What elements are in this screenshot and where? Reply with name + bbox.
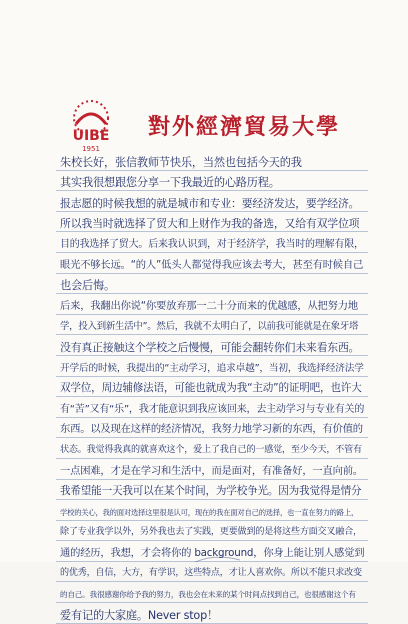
- letter-line: [56, 603, 368, 624]
- letter-line: [56, 459, 368, 480]
- letter-line-text: 其实我很想跟您分享一下我最近的心路历程。: [60, 176, 280, 190]
- letter-line-text: 学校的关心，我的面对选择这里很是认可，现在的我在面对自己的选择，也一直在努力的路上，: [60, 507, 359, 517]
- letter-line: [56, 335, 368, 356]
- letter-line: [56, 212, 368, 233]
- letter-line-text: 眼光不够长远。“的人”低头人都觉得我应该去考大，甚至有时候自己: [60, 258, 364, 271]
- letter-line-text: 有“苦”又有“乐”，我才能意识到我应该回来，去主动学习与专业有关的: [60, 403, 365, 415]
- letter-line-text: 后来，我翻出你说“你要放弃那一二十分而来的优越感，从把努力地: [60, 299, 358, 312]
- letter-line-text: 朱校长好，张信教师节快乐，当然也包括今天的我: [60, 155, 302, 169]
- letter-line-text: 除了专业我学以外，另外我也去了实践，更要做到的是将这些方面交叉融合，: [60, 527, 362, 538]
- letter-line: [56, 150, 368, 171]
- university-logo: [62, 96, 120, 154]
- letter-line: [56, 274, 368, 295]
- letter-line-text: 也会后悔。: [60, 279, 115, 293]
- letter-line: [56, 562, 368, 583]
- letter-line: [56, 397, 368, 418]
- logo-year: 1951: [82, 145, 100, 153]
- letter-line-text: 报志愿的时候我想的就是城市和专业：要经济发达，要学经济。: [60, 196, 360, 210]
- letter-line-text: 我希望能一天我可以在某个时间，为学校争光。因为我觉得是情分: [60, 485, 362, 498]
- letter-line: [56, 315, 368, 336]
- university-name: 對外經濟貿易大學: [148, 114, 341, 140]
- letter-line: [56, 541, 368, 562]
- letter-line: [56, 480, 368, 501]
- letter-line-text: 学，投入到新生活中”。然后，我就不太明白了，以前我可能就是在象牙塔: [60, 321, 359, 333]
- letterhead: [62, 96, 362, 156]
- letter-line-text: 没有真正接触这个学校之后慢慢，可能会翻转你们未来看东西。: [60, 340, 360, 354]
- letter-line: [56, 253, 368, 274]
- logo-text: UIBE: [72, 128, 110, 144]
- letter-line: [56, 171, 368, 192]
- letter-line: [56, 356, 368, 377]
- letter-line-text: 爱有记的大家庭。Never stop！: [60, 608, 218, 622]
- letter-line-text: 状态。我觉得我真的就喜欢这个，爱上了我自己的一感觉，至少今天，不管有: [60, 444, 362, 455]
- letter-line-text: 一点困难，才是在学习和生活中，而是面对，有准备好，一直向前。: [60, 464, 363, 477]
- letter-line: [56, 582, 368, 603]
- letter-body: [56, 150, 368, 624]
- letter-line-text: 通的经历，我想，才会将你的 background，你身上能让别人感觉到: [60, 546, 365, 559]
- letter-line-text: 的自己。我很感谢你给予我的努力，我也会在未来的某个时间点找到自己，也很感谢这个有: [60, 590, 356, 600]
- letter-line-text: 所以我当时就选择了贸大和上财作为我的备选，又给有双学位项: [60, 217, 360, 231]
- letter-line: [56, 232, 368, 253]
- letter-line: [56, 438, 368, 459]
- letter-line: [56, 294, 368, 315]
- letter-line: [56, 521, 368, 542]
- letter-line-text: 双学位，周边辅修法语，可能也就成为我“主动”的证明吧，也许大: [60, 382, 362, 395]
- letter-line-text: 目的我选择了贸大。后来我认识到，对于经济学，我当时的理解有限，: [60, 238, 364, 250]
- letter-line: [56, 191, 368, 212]
- letter-line: [56, 500, 368, 521]
- letter-line-text: 开学后的时候，我提出的“主动学习，追求卓越”，当初，我选择经济法学: [60, 362, 364, 374]
- letter-line: [56, 418, 368, 439]
- letter-line-text: 东西。以及现在这样的经济情况，我努力地学习新的东西，有价值的: [60, 423, 363, 436]
- letter-line: [56, 377, 368, 398]
- letter-line-text: 的优秀，自信，大方，有学识，这些特点，才让人喜欢你。所以不能只求改变: [60, 568, 362, 579]
